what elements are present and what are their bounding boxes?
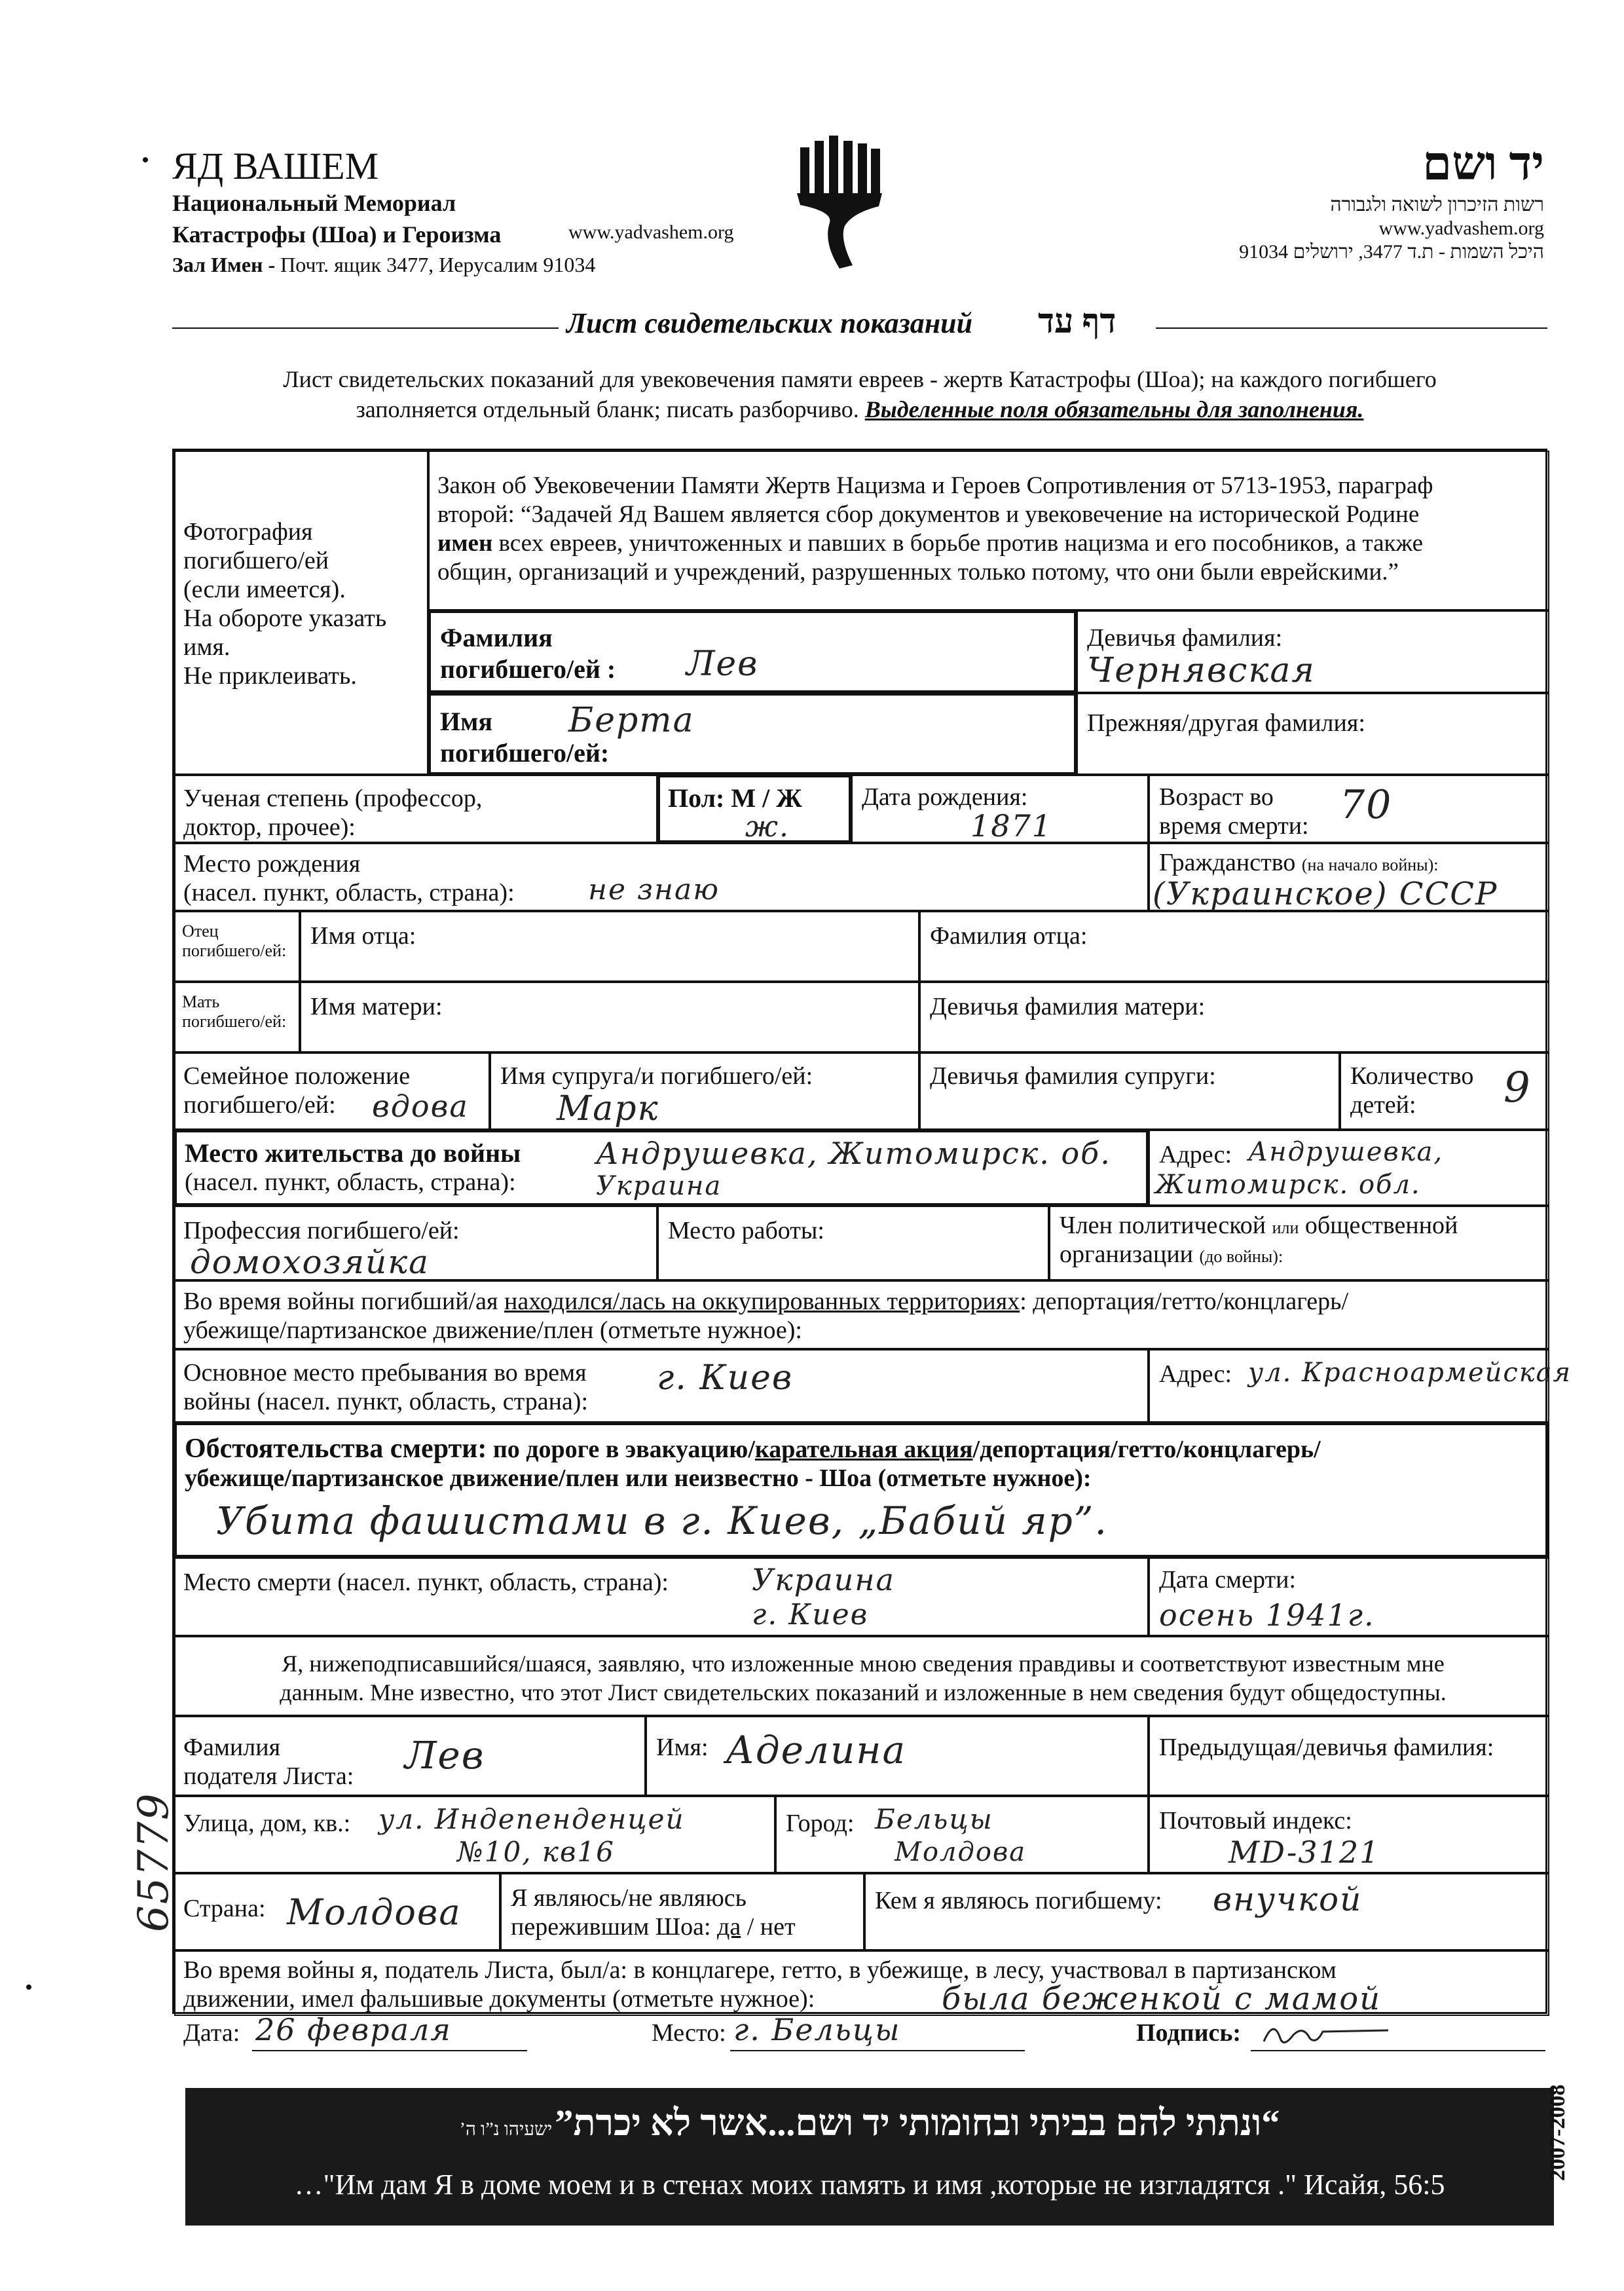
law-l2: второй: “Задачей Яд Вашем является сбор документов и увековечение на исторической Родине	[437, 501, 1420, 528]
photo-l4: На обороте указать	[183, 605, 387, 632]
death-circ-1c: /депортация/гетто/концлагерь/	[972, 1436, 1321, 1463]
mother-side-label: Мать погибшего/ей:	[182, 992, 287, 1031]
residence-address-field[interactable]	[1149, 1130, 1549, 1206]
victim-name-field[interactable]	[428, 693, 1077, 775]
workplace-field[interactable]	[657, 1206, 1049, 1280]
sub-surname-label1: Фамилия	[183, 1734, 281, 1761]
submitter-war-line2: движении, имел фальшивые документы (отметьте нужное):	[183, 1985, 815, 2013]
degree-label2: доктор, прочее):	[183, 813, 356, 841]
death-circumstances-field[interactable]	[174, 1423, 1549, 1557]
place-line	[730, 2050, 1025, 2051]
war-place-label1: Основное место пребывания во время	[183, 1359, 587, 1387]
country-value: Молдова	[287, 1891, 462, 1933]
law-l1: Закон об Увековечении Памяти Жертв Нацизма и Героев Сопротивления от 5713-1953, параграф	[437, 472, 1433, 499]
form-title: Лист свидетельских показаний	[566, 307, 973, 339]
sex-label: Пол: М / Ж	[668, 783, 802, 813]
residence-address-value2: Житомирск. обл.	[1155, 1170, 1421, 1200]
children-label2: детей:	[1350, 1091, 1416, 1119]
survivor-yes[interactable]: да	[717, 1913, 741, 1941]
sub-prev-label: Предыдущая/девичья фамилия:	[1159, 1734, 1494, 1761]
city-value1: Бельцы	[875, 1803, 993, 1835]
other-surname-label: Прежняя/другая фамилия:	[1087, 709, 1365, 737]
degree-label1: Ученая степень (профессор,	[183, 785, 483, 812]
scan-speck	[26, 1984, 31, 1990]
survivor-label1: Я являюсь/не являюсь	[511, 1884, 747, 1912]
org-header-he	[1086, 134, 1544, 264]
death-date-field[interactable]	[1149, 1557, 1549, 1636]
death-circ-line2: убежище/партизанское движение/плен или неизвестно - Шоа (отметьте нужное):	[185, 1464, 1092, 1492]
age-label1: Возраст во	[1159, 783, 1274, 811]
url-left[interactable]: www.yadvashem.org	[568, 221, 734, 243]
photo-l2: погибшего/ей	[183, 547, 329, 574]
org-line2-ru: Катастрофы (Шоа) и Героизма	[172, 221, 502, 248]
street-value2: №10, кв16	[457, 1836, 615, 1868]
marital-label1: Семейное положение	[183, 1062, 411, 1090]
profession-field[interactable]	[174, 1206, 657, 1280]
side-year: 2007-2008	[1545, 2084, 1570, 2181]
death-place-value2: г. Киев	[752, 1598, 869, 1631]
spouse-maiden-field[interactable]	[919, 1052, 1340, 1130]
testimony-form	[172, 449, 1572, 2017]
death-date-value: осень 1941г.	[1159, 1597, 1375, 1633]
residence-label1: Место жительства до войны	[185, 1138, 521, 1168]
sex-field[interactable]	[657, 775, 851, 843]
residence-label2: (насел. пункт, область, страна):	[185, 1168, 516, 1196]
war-status-1c: : депортация/гетто/концлагерь/	[1020, 1288, 1349, 1315]
mother-maiden-field[interactable]	[919, 982, 1549, 1052]
scan-speck	[143, 157, 148, 162]
degree-field[interactable]	[174, 775, 657, 843]
death-place-label: Место смерти (насел. пункт, область, страна):	[183, 1569, 669, 1596]
submitter-prev-name-field[interactable]	[1149, 1716, 1549, 1796]
sub-surname-label2: подателя Листа:	[183, 1762, 354, 1790]
city-label: Город:	[786, 1810, 855, 1837]
zip-label: Почтовый индекс:	[1159, 1807, 1352, 1835]
birth-date-field[interactable]	[851, 775, 1149, 843]
country-label: Страна:	[183, 1895, 266, 1922]
declaration-box	[174, 1636, 1549, 1716]
photo-box[interactable]	[174, 451, 428, 775]
marital-label2: погибшего/ей:	[183, 1091, 336, 1119]
relation-value: внучкой	[1213, 1880, 1363, 1918]
member-note: (до войны):	[1199, 1247, 1283, 1266]
declaration-line2: данным. Мне известно, что этот Лист свидетельских показаний и изложенные в нем сведения будут общедоступны.	[280, 1679, 1447, 1705]
photo-l1: Фотография	[183, 518, 313, 546]
member-label2: организации	[1060, 1240, 1194, 1268]
marital-status-field[interactable]	[174, 1052, 490, 1130]
survivor-status-field[interactable]	[500, 1873, 864, 1950]
footer-banner	[185, 2088, 1554, 2226]
war-status-field[interactable]	[174, 1280, 1549, 1349]
date-value: 26 февраля	[255, 2012, 452, 2047]
title-rule-left	[172, 327, 559, 329]
date-label: Дата:	[183, 2019, 240, 2047]
country-field[interactable]	[174, 1873, 500, 1950]
relation-field[interactable]	[864, 1873, 1549, 1950]
death-place-field[interactable]	[174, 1557, 1149, 1636]
children-label1: Количество	[1350, 1062, 1474, 1090]
residence-address-value1: Андрушевка,	[1248, 1137, 1444, 1167]
relation-label: Кем я являюсь погибшему:	[875, 1887, 1162, 1914]
member-label1c: общественной	[1304, 1212, 1458, 1239]
org-title-he: יד ושם	[1422, 138, 1544, 190]
surname-value: Лев	[686, 644, 759, 684]
marital-value: вдова	[372, 1089, 469, 1124]
residence-value2: Украина	[596, 1171, 722, 1201]
intro-text	[172, 364, 1547, 424]
url-right[interactable]: www.yadvashem.org	[1378, 217, 1544, 239]
form-title-he: דף עד	[1038, 303, 1116, 341]
org-title-ru: ЯД ВАШЕМ	[172, 145, 379, 187]
father-name-field[interactable]	[300, 911, 919, 982]
father-surname-label: Фамилия отца:	[930, 922, 1088, 950]
war-address-label: Адрес:	[1159, 1360, 1232, 1388]
citizenship-field[interactable]	[1149, 843, 1549, 911]
declaration-line1: Я, нижеподписавшийся/шаяся, заявляю, что изложенные мною сведения правдивы и соответствуют известным мне	[282, 1650, 1445, 1677]
mother-name-field[interactable]	[300, 982, 919, 1052]
name-value: Берта	[568, 701, 695, 740]
yad-vashem-logo	[794, 134, 885, 272]
submitter-war-value: была беженкой с мамой	[942, 1981, 1382, 2017]
death-date-label: Дата смерти:	[1159, 1566, 1297, 1593]
maiden-name-field[interactable]	[1077, 610, 1549, 693]
date-line	[252, 2050, 527, 2051]
city-field[interactable]	[775, 1796, 1149, 1873]
war-status-1b: находился/лась на оккупированных территориях	[504, 1288, 1020, 1315]
workplace-label: Место работы:	[668, 1217, 824, 1244]
street-field[interactable]	[174, 1796, 775, 1873]
law-text-box	[428, 451, 1549, 610]
father-side-label: Отец погибшего/ей:	[182, 922, 287, 960]
children-value: 9	[1504, 1064, 1532, 1112]
age-value: 70	[1340, 782, 1393, 828]
submitter-name-field[interactable]	[646, 1716, 1149, 1796]
intro-line1: Лист свидетельских показаний для увековечения памяти евреев - жертв Катастрофы (Шоа); на каждого погибшего	[283, 366, 1437, 392]
photo-l6: Не приклеивать.	[183, 662, 357, 690]
signature-scribble[interactable]	[1257, 2012, 1401, 2051]
sub-name-value: Аделина	[726, 1728, 907, 1772]
member-label1: Член политической	[1060, 1212, 1266, 1239]
citizenship-note: (на начало войны):	[1301, 855, 1439, 874]
street-value1: ул. Индепенденцей	[378, 1803, 685, 1835]
father-side-label-box	[174, 911, 300, 982]
street-label: Улица, дом, кв.:	[183, 1810, 351, 1837]
place-value: г. Бельцы	[733, 2012, 901, 2047]
war-place-field[interactable]	[174, 1349, 1149, 1423]
age-label2: время смерти:	[1159, 812, 1309, 840]
war-place-label2: войны (насел. пункт, область, страна):	[183, 1388, 589, 1415]
signature-line	[1251, 2050, 1545, 2051]
survivor-label2a: пережившим Шоа:	[511, 1913, 711, 1941]
photo-l3: (если имеется).	[183, 576, 346, 603]
citizenship-value: (Украинское) СССР	[1153, 876, 1498, 912]
submitter-war-line1: Во время войны я, податель Листа, был/а: в концлагере, гетто, в убежище, в лесу, участвовал в партизанском	[183, 1956, 1337, 1984]
profession-label: Профессия погибшего/ей:	[183, 1217, 460, 1244]
death-circ-1a: по дороге в эвакуацию/	[492, 1436, 755, 1463]
intro-emphasis: Выделенные поля обязательны для заполнения.	[864, 396, 1364, 422]
org-header-ru	[172, 145, 762, 279]
war-address-value: ул. Красноармейская	[1248, 1358, 1572, 1388]
quote-ru: …"Им дам Я в доме моем и в стенах моих память и имя ,которые не изгладятся ." Исайя, 56:5	[294, 2169, 1445, 2201]
other-surname-field[interactable]	[1077, 693, 1549, 775]
org-line1-he: רשות הזיכרון לשואה ולגבורה	[1330, 194, 1544, 215]
children-count-field[interactable]	[1340, 1052, 1549, 1130]
surname-label1: Фамилия	[440, 623, 553, 652]
zip-field[interactable]	[1149, 1796, 1549, 1873]
death-circ-1b: карательная акция	[754, 1436, 973, 1463]
spouse-value: Марк	[557, 1089, 659, 1128]
profession-value: домохозяйка	[190, 1243, 430, 1281]
mother-side-label-box	[174, 982, 300, 1052]
citizenship-label: Гражданство	[1159, 849, 1296, 876]
member-label1b: или	[1272, 1218, 1299, 1237]
title-rule-right	[1156, 327, 1547, 329]
org-addr-ru: Почт. ящик 3477, Иерусалим 91034	[280, 253, 596, 276]
mother-name-label: Имя матери:	[310, 993, 443, 1020]
father-surname-field[interactable]	[919, 911, 1549, 982]
sex-value: ж.	[745, 810, 790, 844]
war-place-value: г. Киев	[657, 1358, 794, 1398]
surname-label2: погибшего/ей :	[440, 654, 616, 684]
law-l3b: всех евреев, уничтоженных и павших в борьбе против нацизма и его пособников, а также	[498, 530, 1423, 557]
war-address-field[interactable]	[1149, 1349, 1572, 1423]
name-label2: погибшего/ей:	[440, 738, 610, 768]
residence-address-label: Адрес:	[1159, 1141, 1232, 1168]
intro-line2: заполняется отдельный бланк; писать разборчиво.	[356, 396, 859, 422]
death-place-value1: Украина	[752, 1562, 895, 1597]
war-status-line2: убежище/партизанское движение/плен (отметьте нужное):	[183, 1316, 802, 1344]
spouse-label: Имя супруга/и погибшего/ей:	[500, 1062, 813, 1090]
mother-maiden-label: Девичья фамилия матери:	[930, 993, 1206, 1020]
birth-value: 1871	[970, 808, 1053, 844]
submitter-surname-field[interactable]	[174, 1716, 646, 1796]
city-value2: Молдова	[895, 1837, 1027, 1867]
death-circ-bold: Обстоятельства смерти:	[185, 1434, 487, 1464]
law-l3a: имен	[437, 530, 493, 557]
sub-name-label: Имя:	[656, 1734, 709, 1761]
survivor-label2b[interactable]: / нет	[747, 1913, 796, 1941]
submitter-war-field[interactable]	[174, 1950, 1549, 2016]
place-label: Место:	[652, 2019, 726, 2047]
residence-value1: Андрушевка, Житомирск. об.	[596, 1136, 1111, 1171]
spouse-name-field[interactable]	[490, 1052, 919, 1130]
sub-surname-value: Лев	[405, 1733, 485, 1778]
photo-l5: имя.	[183, 633, 231, 661]
birthplace-field[interactable]	[174, 843, 1149, 911]
maiden-label: Девичья фамилия:	[1087, 624, 1283, 652]
residence-field[interactable]	[174, 1130, 1149, 1206]
father-name-label: Имя отца:	[310, 922, 416, 950]
birthplace-label2: (насел. пункт, область, страна):	[183, 879, 515, 906]
name-label1: Имя	[440, 707, 492, 736]
spouse-maiden-label: Девичья фамилия супруги:	[930, 1062, 1216, 1090]
org-addr-label: Зал Имен -	[172, 253, 276, 276]
membership-field[interactable]	[1049, 1206, 1549, 1280]
org-addr-he: היכל השמות - ת.ד 3477, ירושלים 91034	[1239, 241, 1544, 263]
maiden-value: Чернявская	[1087, 651, 1316, 690]
law-l4: общин, организаций и учреждений, разрушенных только потому, что они были еврейскими.”	[437, 559, 1399, 586]
war-status-1a: Во время войны погибший/ая	[183, 1288, 498, 1315]
quote-he: “ונתתי להם בביתי ובחומותי יד ושם...אשר לא יכרת”	[555, 2103, 1280, 2144]
quote-he-ref: ישעיהו נ”ו ה’	[459, 2119, 553, 2140]
handwritten-number: 65779	[130, 1792, 178, 1932]
zip-value: MD-3121	[1228, 1835, 1380, 1870]
org-line1-ru: Национальный Мемориал	[172, 190, 456, 216]
signature-row	[183, 2012, 1545, 2058]
birthplace-value: не знаю	[588, 873, 720, 906]
birthplace-label1: Место рождения	[183, 850, 361, 878]
age-field[interactable]	[1149, 775, 1549, 843]
victim-surname-field[interactable]	[428, 610, 1077, 693]
birth-label: Дата рождения:	[862, 783, 1028, 811]
death-circ-value: Убита фашистами в г. Киев, „Бабий яр”.	[216, 1499, 1108, 1543]
signature-label: Подпись:	[1136, 2019, 1242, 2047]
